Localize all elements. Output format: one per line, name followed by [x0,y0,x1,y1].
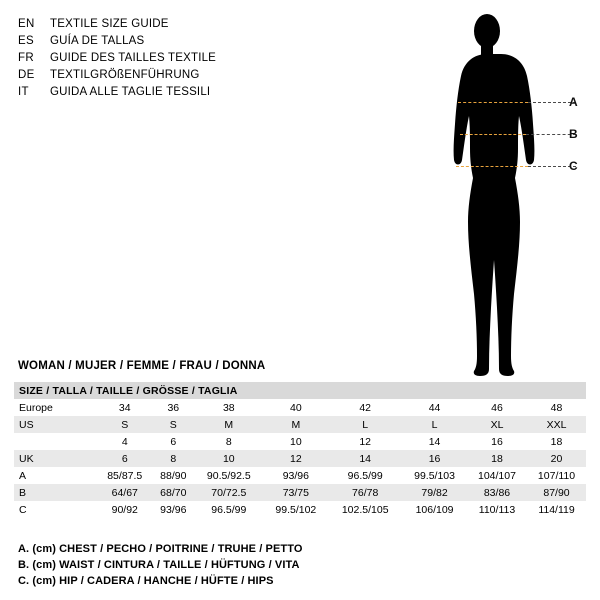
section-title-woman: WOMAN / MUJER / FEMME / FRAU / DONNA [18,360,266,372]
cell: 76/78 [328,484,402,501]
legend-item [18,84,318,101]
cell: 99.5/103 [402,467,467,484]
cell: 34 [97,399,153,416]
cell: 8 [194,433,263,450]
cell: 110/113 [467,501,527,518]
row-label: UK [14,450,97,467]
cell: L [402,416,467,433]
row-label: A [14,467,97,484]
cell: 48 [527,399,586,416]
cell: 106/109 [402,501,467,518]
table-row [14,399,586,416]
cell: 102.5/105 [328,501,402,518]
cell: S [153,416,195,433]
cell: 46 [467,399,527,416]
cell: 79/82 [402,484,467,501]
legend-language-text: GUIDA ALLE TAGLIE TESSILI [50,86,211,98]
cell: 90/92 [97,501,153,518]
measurement-figure [430,8,600,378]
legend-language-code: FR [18,52,34,64]
cell: 68/70 [153,484,195,501]
cell: 12 [328,433,402,450]
cell: 87/90 [527,484,586,501]
cell: 36 [153,399,195,416]
legend-language-text: TEXTILE SIZE GUIDE [50,18,169,30]
cell: 99.5/102 [263,501,328,518]
legend-language-code: IT [18,86,29,98]
table-row [14,501,586,518]
measure-line-waist [460,134,526,135]
cell: XXL [527,416,586,433]
cell: 40 [263,399,328,416]
note-hip: C. (cm) HIP / CADERA / HANCHE / HÜFTE / HIPS [18,575,274,587]
measure-label-c: C [569,159,578,173]
cell: 64/67 [97,484,153,501]
cell: L [328,416,402,433]
legend-item [18,67,318,84]
cell: 88/90 [153,467,195,484]
cell: 42 [328,399,402,416]
row-label: Europe [14,399,97,416]
cell: 114/119 [527,501,586,518]
cell: 104/107 [467,467,527,484]
cell: 20 [527,450,586,467]
cell: 96.5/99 [328,467,402,484]
size-table [14,382,586,518]
note-waist: B. (cm) WAIST / CINTURA / TAILLE / HÜFTUNG / VITA [18,559,300,571]
table-header-row [14,382,586,399]
cell: 6 [97,450,153,467]
cell: S [97,416,153,433]
cell: M [194,416,263,433]
table-header-label: SIZE / TALLA / TAILLE / GRÖSSE / TAGLIA [14,382,586,399]
table-row [14,433,586,450]
row-label: US [14,416,97,433]
measure-label-b: B [569,127,578,141]
cell: M [263,416,328,433]
cell: 6 [153,433,195,450]
legend-language-code: EN [18,18,35,30]
row-label [14,433,97,450]
cell: 44 [402,399,467,416]
measurement-notes [18,541,578,589]
cell: 83/86 [467,484,527,501]
cell: 4 [97,433,153,450]
cell: 14 [402,433,467,450]
table-row [14,484,586,501]
cell: 93/96 [153,501,195,518]
cell: 107/110 [527,467,586,484]
table-row [14,416,586,433]
cell: 14 [328,450,402,467]
measure-line-hip [456,166,528,167]
legend-item [18,50,318,67]
cell: 18 [527,433,586,450]
language-legend [18,16,318,101]
legend-language-code: DE [18,69,35,81]
cell: 70/72.5 [194,484,263,501]
measure-line-chest [458,102,528,103]
measure-label-a: A [569,95,578,109]
cell: 16 [402,450,467,467]
cell: 85/87.5 [97,467,153,484]
cell: 10 [194,450,263,467]
cell: 12 [263,450,328,467]
legend-item [18,16,318,33]
cell: 10 [263,433,328,450]
cell: XL [467,416,527,433]
legend-language-code: ES [18,35,34,47]
cell: 96.5/99 [194,501,263,518]
legend-language-text: GUÍA DE TALLAS [50,35,145,47]
cell: 93/96 [263,467,328,484]
cell: 38 [194,399,263,416]
note-chest: A. (cm) CHEST / PECHO / POITRINE / TRUHE / PETTO [18,543,303,555]
cell: 73/75 [263,484,328,501]
row-label: C [14,501,97,518]
legend-language-text: TEXTILGRÖßENFÜHRUNG [50,69,200,81]
cell: 8 [153,450,195,467]
legend-item [18,33,318,50]
row-label: B [14,484,97,501]
female-body-silhouette-icon [430,8,600,378]
cell: 16 [467,433,527,450]
cell: 18 [467,450,527,467]
table-row [14,467,586,484]
cell: 90.5/92.5 [194,467,263,484]
legend-language-text: GUIDE DES TAILLES TEXTILE [50,52,217,64]
table-row [14,450,586,467]
